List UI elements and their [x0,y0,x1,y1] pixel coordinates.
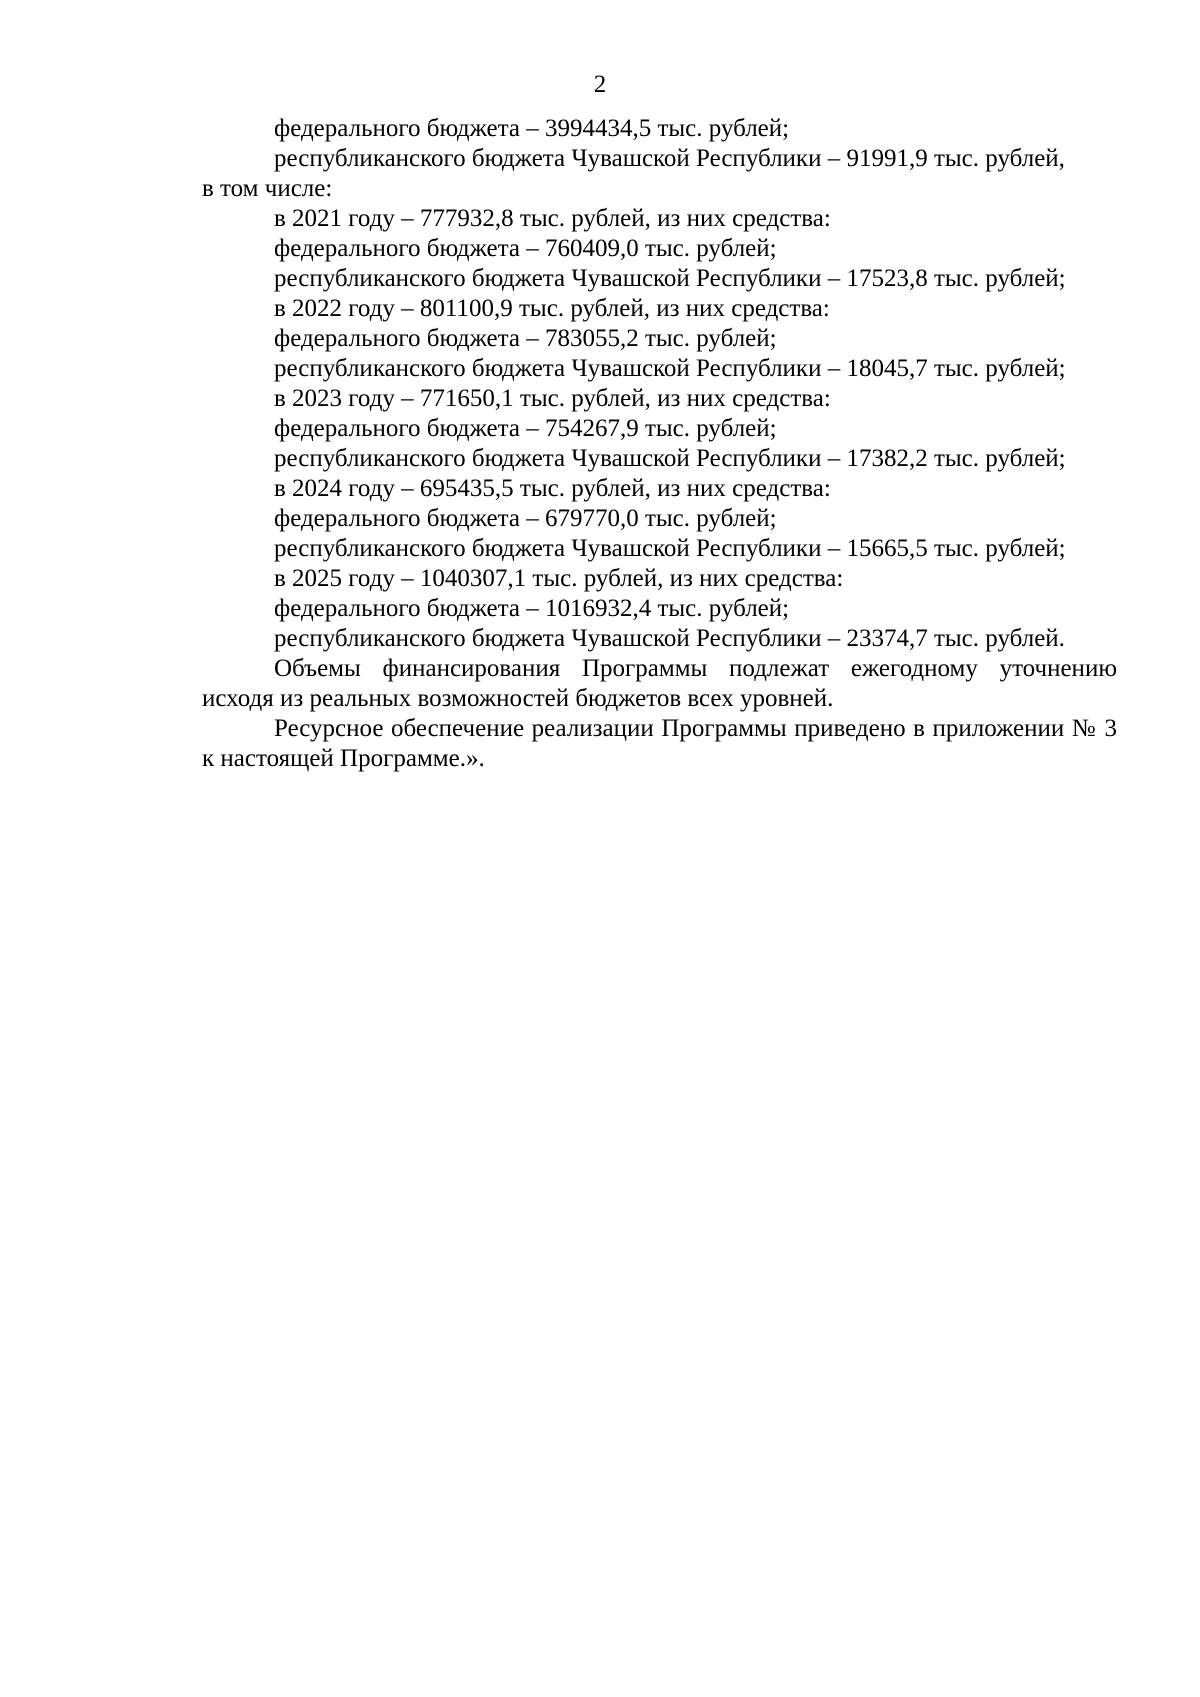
text-line: в 2021 году – 777932,8 тыс. рублей, из них средства: [274,205,831,232]
text-line: в 2025 году – 1040307,1 тыс. рублей, из них средства: [274,565,844,592]
text-line: республиканского бюджета Чувашской Республики – 15665,5 тыс. рублей; [274,535,1066,562]
text-line: в 2023 году – 771650,1 тыс. рублей, из них средства: [274,385,831,412]
resource-paragraph: Ресурсное обеспечение реализации Программы приведено в приложении № 3 к настоящей Программе.». [202,715,1117,772]
page-number: 2 [593,71,607,98]
financing-paragraph: Объемы финансирования Программы подлежат ежегодному уточнению исходя из реальных возможностей бюджетов всех уровней. [202,655,1117,712]
text-line: федерального бюджета – 760409,0 тыс. рублей; [274,235,777,262]
text-line: республиканского бюджета Чувашской Республики – 18045,7 тыс. рублей; [274,355,1066,382]
text-line: в том числе: [202,175,333,202]
document-body [202,114,1117,774]
text-line: в 2022 году – 801100,9 тыс. рублей, из них средства: [274,295,830,322]
text-line: в 2024 году – 695435,5 тыс. рублей, из них средства: [274,475,831,502]
text-line: федерального бюджета – 3994434,5 тыс. рублей; [274,115,790,142]
text-line: республиканского бюджета Чувашской Республики – 23374,7 тыс. рублей. [274,625,1065,652]
text-line: республиканского бюджета Чувашской Республики – 91991,9 тыс. рублей, [274,145,1065,172]
text-line: федерального бюджета – 783055,2 тыс. рублей; [274,325,777,352]
text-line: республиканского бюджета Чувашской Республики – 17382,2 тыс. рублей; [274,445,1066,472]
text-line: республиканского бюджета Чувашской Республики – 17523,8 тыс. рублей; [274,265,1066,292]
text-line: федерального бюджета – 754267,9 тыс. рублей; [274,415,777,442]
text-line: федерального бюджета – 1016932,4 тыс. рублей; [274,595,790,622]
text-line: федерального бюджета – 679770,0 тыс. рублей; [274,505,777,532]
